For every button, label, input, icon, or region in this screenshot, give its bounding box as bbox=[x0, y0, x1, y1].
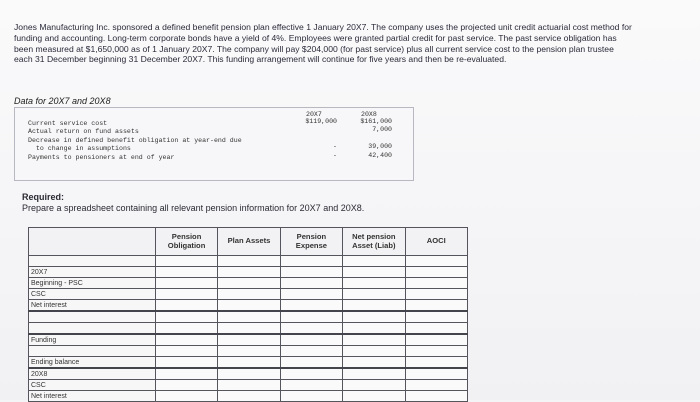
worksheet-row bbox=[29, 357, 468, 369]
worksheet-cell[interactable] bbox=[155, 300, 217, 312]
intro-paragraph: Jones Manufacturing Inc. sponsored a defined benefit pension plan effective 1 January 20X7. The company uses the projected unit credit actuarial cost method for funding and accounting. Long-term corporate bonds have a yield of 4%. Employees were granted partial credit for past service. The past service obligation has been measured at $1,650,000 as of 1 January 20X7. The company will pay $204,000 (for past service) plus all current service cost to the pension plan trustee each 31 December beginning 31 December 20X7. This funding arrangement will continue for five years and then be re-evaluated. bbox=[14, 22, 632, 65]
worksheet-cell[interactable] bbox=[218, 256, 280, 267]
row-label: Net interest bbox=[29, 300, 156, 312]
worksheet-cell[interactable] bbox=[280, 368, 342, 380]
header-pension-obligation: Pension Obligation bbox=[155, 228, 217, 256]
worksheet-cell[interactable] bbox=[280, 346, 342, 357]
worksheet-cell[interactable] bbox=[405, 300, 467, 312]
row-label: Funding bbox=[29, 334, 156, 346]
row-label: Ending balance bbox=[29, 357, 156, 369]
header-plan-assets: Plan Assets bbox=[218, 228, 280, 256]
worksheet-cell[interactable] bbox=[405, 334, 467, 346]
value-20x7 bbox=[293, 135, 337, 143]
data-box bbox=[14, 107, 414, 181]
worksheet-header-row bbox=[29, 228, 468, 256]
worksheet-cell[interactable] bbox=[218, 311, 280, 323]
value-20x8: $161,000 bbox=[360, 118, 392, 125]
worksheet-cell[interactable] bbox=[155, 256, 217, 267]
pension-worksheet bbox=[28, 227, 468, 402]
row-label bbox=[29, 323, 156, 335]
worksheet-row bbox=[29, 368, 468, 380]
worksheet-cell[interactable] bbox=[343, 267, 405, 278]
worksheet-cell[interactable] bbox=[218, 368, 280, 380]
value-20x7: - bbox=[333, 151, 337, 159]
data-label: Actual return on fund assets bbox=[28, 128, 139, 136]
required-section bbox=[22, 192, 364, 214]
worksheet-cell[interactable] bbox=[405, 357, 467, 369]
worksheet-row bbox=[29, 289, 468, 300]
header-aoci: AOCI bbox=[405, 228, 467, 256]
worksheet-cell[interactable] bbox=[405, 380, 467, 391]
worksheet-cell[interactable] bbox=[218, 323, 280, 335]
worksheet-cell[interactable] bbox=[343, 300, 405, 312]
worksheet-cell[interactable] bbox=[155, 368, 217, 380]
worksheet-cell[interactable] bbox=[155, 357, 217, 369]
worksheet-cell[interactable] bbox=[280, 300, 342, 312]
required-text: Prepare a spreadsheet containing all relevant pension information for 20X7 and 20X8. bbox=[22, 203, 365, 213]
worksheet-cell[interactable] bbox=[343, 368, 405, 380]
data-label: Payments to pensioners at end of year bbox=[28, 153, 175, 161]
worksheet-cell[interactable] bbox=[218, 289, 280, 300]
worksheet-row bbox=[29, 267, 468, 278]
worksheet-cell[interactable] bbox=[155, 278, 217, 289]
header-net-pension-asset: Net pension Asset (Liab) bbox=[343, 228, 405, 256]
row-label: Net interest bbox=[29, 391, 156, 402]
worksheet-cell[interactable] bbox=[218, 300, 280, 312]
row-label: 20X8 bbox=[29, 368, 156, 380]
worksheet-cell[interactable] bbox=[218, 346, 280, 357]
data-label: Current service cost bbox=[28, 120, 108, 127]
header-pension-expense: Pension Expense bbox=[280, 228, 342, 256]
worksheet-cell[interactable] bbox=[218, 278, 280, 289]
worksheet-cell[interactable] bbox=[343, 357, 405, 369]
worksheet-row bbox=[29, 278, 468, 289]
row-label bbox=[29, 311, 156, 323]
worksheet-cell[interactable] bbox=[155, 334, 217, 346]
value-20x8: 42,400 bbox=[368, 151, 392, 159]
worksheet-cell[interactable] bbox=[155, 380, 217, 391]
row-label: CSC bbox=[29, 380, 156, 391]
worksheet-cell[interactable] bbox=[405, 278, 467, 289]
data-labels bbox=[28, 120, 242, 162]
row-label: Beginning - PSC bbox=[29, 278, 156, 289]
worksheet-cell[interactable] bbox=[280, 311, 342, 323]
worksheet-cell[interactable] bbox=[155, 323, 217, 335]
worksheet-cell[interactable] bbox=[405, 368, 467, 380]
values-20x7 bbox=[293, 118, 337, 160]
worksheet-cell[interactable] bbox=[343, 380, 405, 391]
row-label: 20X7 bbox=[29, 267, 156, 278]
values-20x8 bbox=[347, 118, 392, 160]
header-blank bbox=[29, 228, 156, 256]
worksheet-cell[interactable] bbox=[280, 323, 342, 335]
row-label: CSC bbox=[29, 289, 156, 300]
worksheet-cell[interactable] bbox=[405, 267, 467, 278]
worksheet-cell[interactable] bbox=[343, 256, 405, 267]
row-label bbox=[29, 256, 156, 267]
worksheet-cell[interactable] bbox=[343, 346, 405, 357]
value-20x7 bbox=[293, 126, 337, 134]
worksheet-cell[interactable] bbox=[405, 256, 467, 267]
worksheet-row bbox=[29, 256, 468, 267]
value-20x7: $119,000 bbox=[305, 118, 337, 125]
worksheet-cell[interactable] bbox=[343, 289, 405, 300]
data-label: Decrease in defined benefit obligation at year-end due bbox=[28, 136, 242, 144]
worksheet-cell[interactable] bbox=[405, 346, 467, 357]
col-head-20x8: 20X8 bbox=[361, 111, 377, 118]
worksheet-cell[interactable] bbox=[343, 278, 405, 289]
worksheet-row bbox=[29, 380, 468, 391]
worksheet-cell[interactable] bbox=[218, 380, 280, 391]
worksheet-cell[interactable] bbox=[343, 311, 405, 323]
value-20x8: 7,000 bbox=[372, 126, 392, 134]
worksheet-cell[interactable] bbox=[155, 267, 217, 278]
worksheet-cell[interactable] bbox=[218, 267, 280, 278]
worksheet-row bbox=[29, 300, 468, 312]
worksheet-cell[interactable] bbox=[405, 311, 467, 323]
worksheet-cell[interactable] bbox=[155, 311, 217, 323]
worksheet-cell[interactable] bbox=[280, 334, 342, 346]
worksheet-cell[interactable] bbox=[218, 357, 280, 369]
col-head-20x7: 20X7 bbox=[306, 111, 322, 118]
value-20x7: - bbox=[333, 143, 337, 151]
worksheet-cell[interactable] bbox=[218, 334, 280, 346]
worksheet-cell[interactable] bbox=[405, 289, 467, 300]
worksheet-cell[interactable] bbox=[280, 267, 342, 278]
worksheet-cell[interactable] bbox=[280, 256, 342, 267]
worksheet-row bbox=[29, 346, 468, 357]
row-label bbox=[29, 346, 156, 357]
worksheet-row bbox=[29, 323, 468, 335]
worksheet-cell[interactable] bbox=[280, 278, 342, 289]
worksheet-row bbox=[29, 311, 468, 323]
worksheet-cell[interactable] bbox=[343, 323, 405, 335]
data-label: to change in assumptions bbox=[28, 145, 131, 153]
worksheet-cell[interactable] bbox=[155, 289, 217, 300]
worksheet-cell[interactable] bbox=[280, 289, 342, 300]
problem-intro bbox=[14, 22, 634, 65]
value-20x8 bbox=[347, 135, 392, 143]
required-heading: Required: bbox=[22, 192, 65, 202]
value-20x8: 39,000 bbox=[368, 143, 392, 151]
worksheet-body bbox=[29, 228, 468, 402]
data-title: Data for 20X7 and 20X8 bbox=[14, 96, 111, 106]
worksheet-cell[interactable] bbox=[405, 323, 467, 335]
worksheet-cell[interactable] bbox=[155, 346, 217, 357]
worksheet-cell[interactable] bbox=[343, 334, 405, 346]
worksheet-row bbox=[29, 334, 468, 346]
worksheet-cell[interactable] bbox=[280, 380, 342, 391]
worksheet-cell[interactable] bbox=[280, 357, 342, 369]
